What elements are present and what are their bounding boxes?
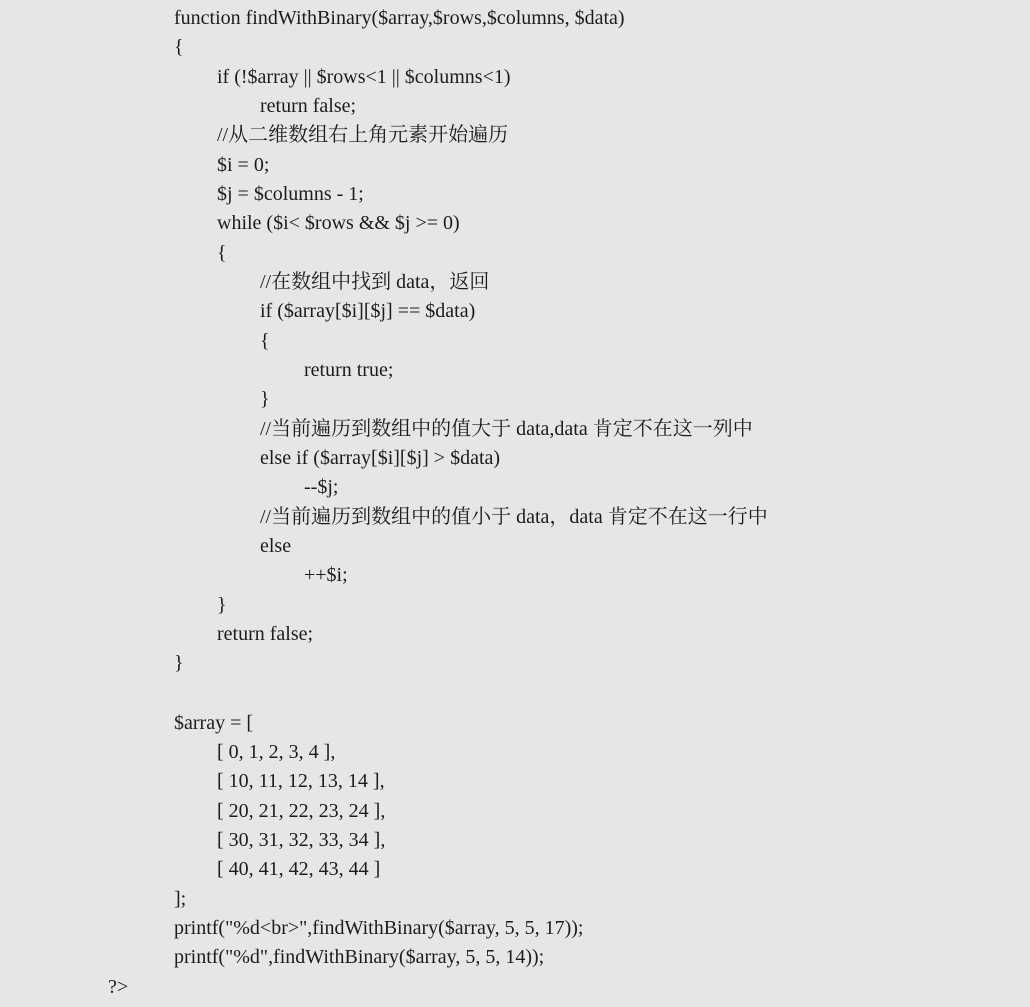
code-line: printf("%d",findWithBinary($array, 5, 5, 14)); <box>174 946 545 968</box>
code-line: $j = $columns - 1; <box>217 183 364 205</box>
code-line: function findWithBinary($array,$rows,$columns, $data) <box>174 7 625 29</box>
code-line: } <box>174 652 184 674</box>
code-line: return true; <box>304 359 394 381</box>
code-line: [ 20, 21, 22, 23, 24 ], <box>217 800 386 822</box>
code-line: } <box>260 388 270 410</box>
code-line: printf("%d<br>",findWithBinary($array, 5, 5, 17)); <box>174 917 584 939</box>
code-line: //在数组中找到 data，返回 <box>260 271 490 293</box>
code-line: while ($i< $rows && $j >= 0) <box>217 212 460 234</box>
code-line: ?> <box>108 976 129 998</box>
code-line: else <box>260 535 292 557</box>
code-line: ]; <box>174 888 187 910</box>
code-line: return false; <box>260 95 357 117</box>
code-line: else if ($array[$i][$j] > $data) <box>260 447 501 469</box>
code-line: --$j; <box>304 476 339 498</box>
code-line: [ 30, 31, 32, 33, 34 ], <box>217 829 386 851</box>
code-line: { <box>260 330 270 352</box>
code-line: { <box>217 242 227 264</box>
code-line: //从二维数组右上角元素开始遍历 <box>217 124 509 146</box>
code-line: $array = [ <box>174 712 254 734</box>
code-line: [ 0, 1, 2, 3, 4 ], <box>217 741 336 763</box>
code-line: } <box>217 594 227 616</box>
code-line: [ 40, 41, 42, 43, 44 ] <box>217 858 381 880</box>
code-line: //当前遍历到数组中的值小于 data，data 肯定不在这一行中 <box>260 506 768 528</box>
code-line: return false; <box>217 623 314 645</box>
code-line: ++$i; <box>304 564 348 586</box>
code-line: if (!$array || $rows<1 || $columns<1) <box>217 66 511 88</box>
code-line: { <box>174 36 184 58</box>
code-line: [ 10, 11, 12, 13, 14 ], <box>217 770 385 792</box>
code-line: $i = 0; <box>217 154 270 176</box>
code-line: if ($array[$i][$j] == $data) <box>260 300 476 322</box>
code-line: //当前遍历到数组中的值大于 data,data 肯定不在这一列中 <box>260 418 753 440</box>
